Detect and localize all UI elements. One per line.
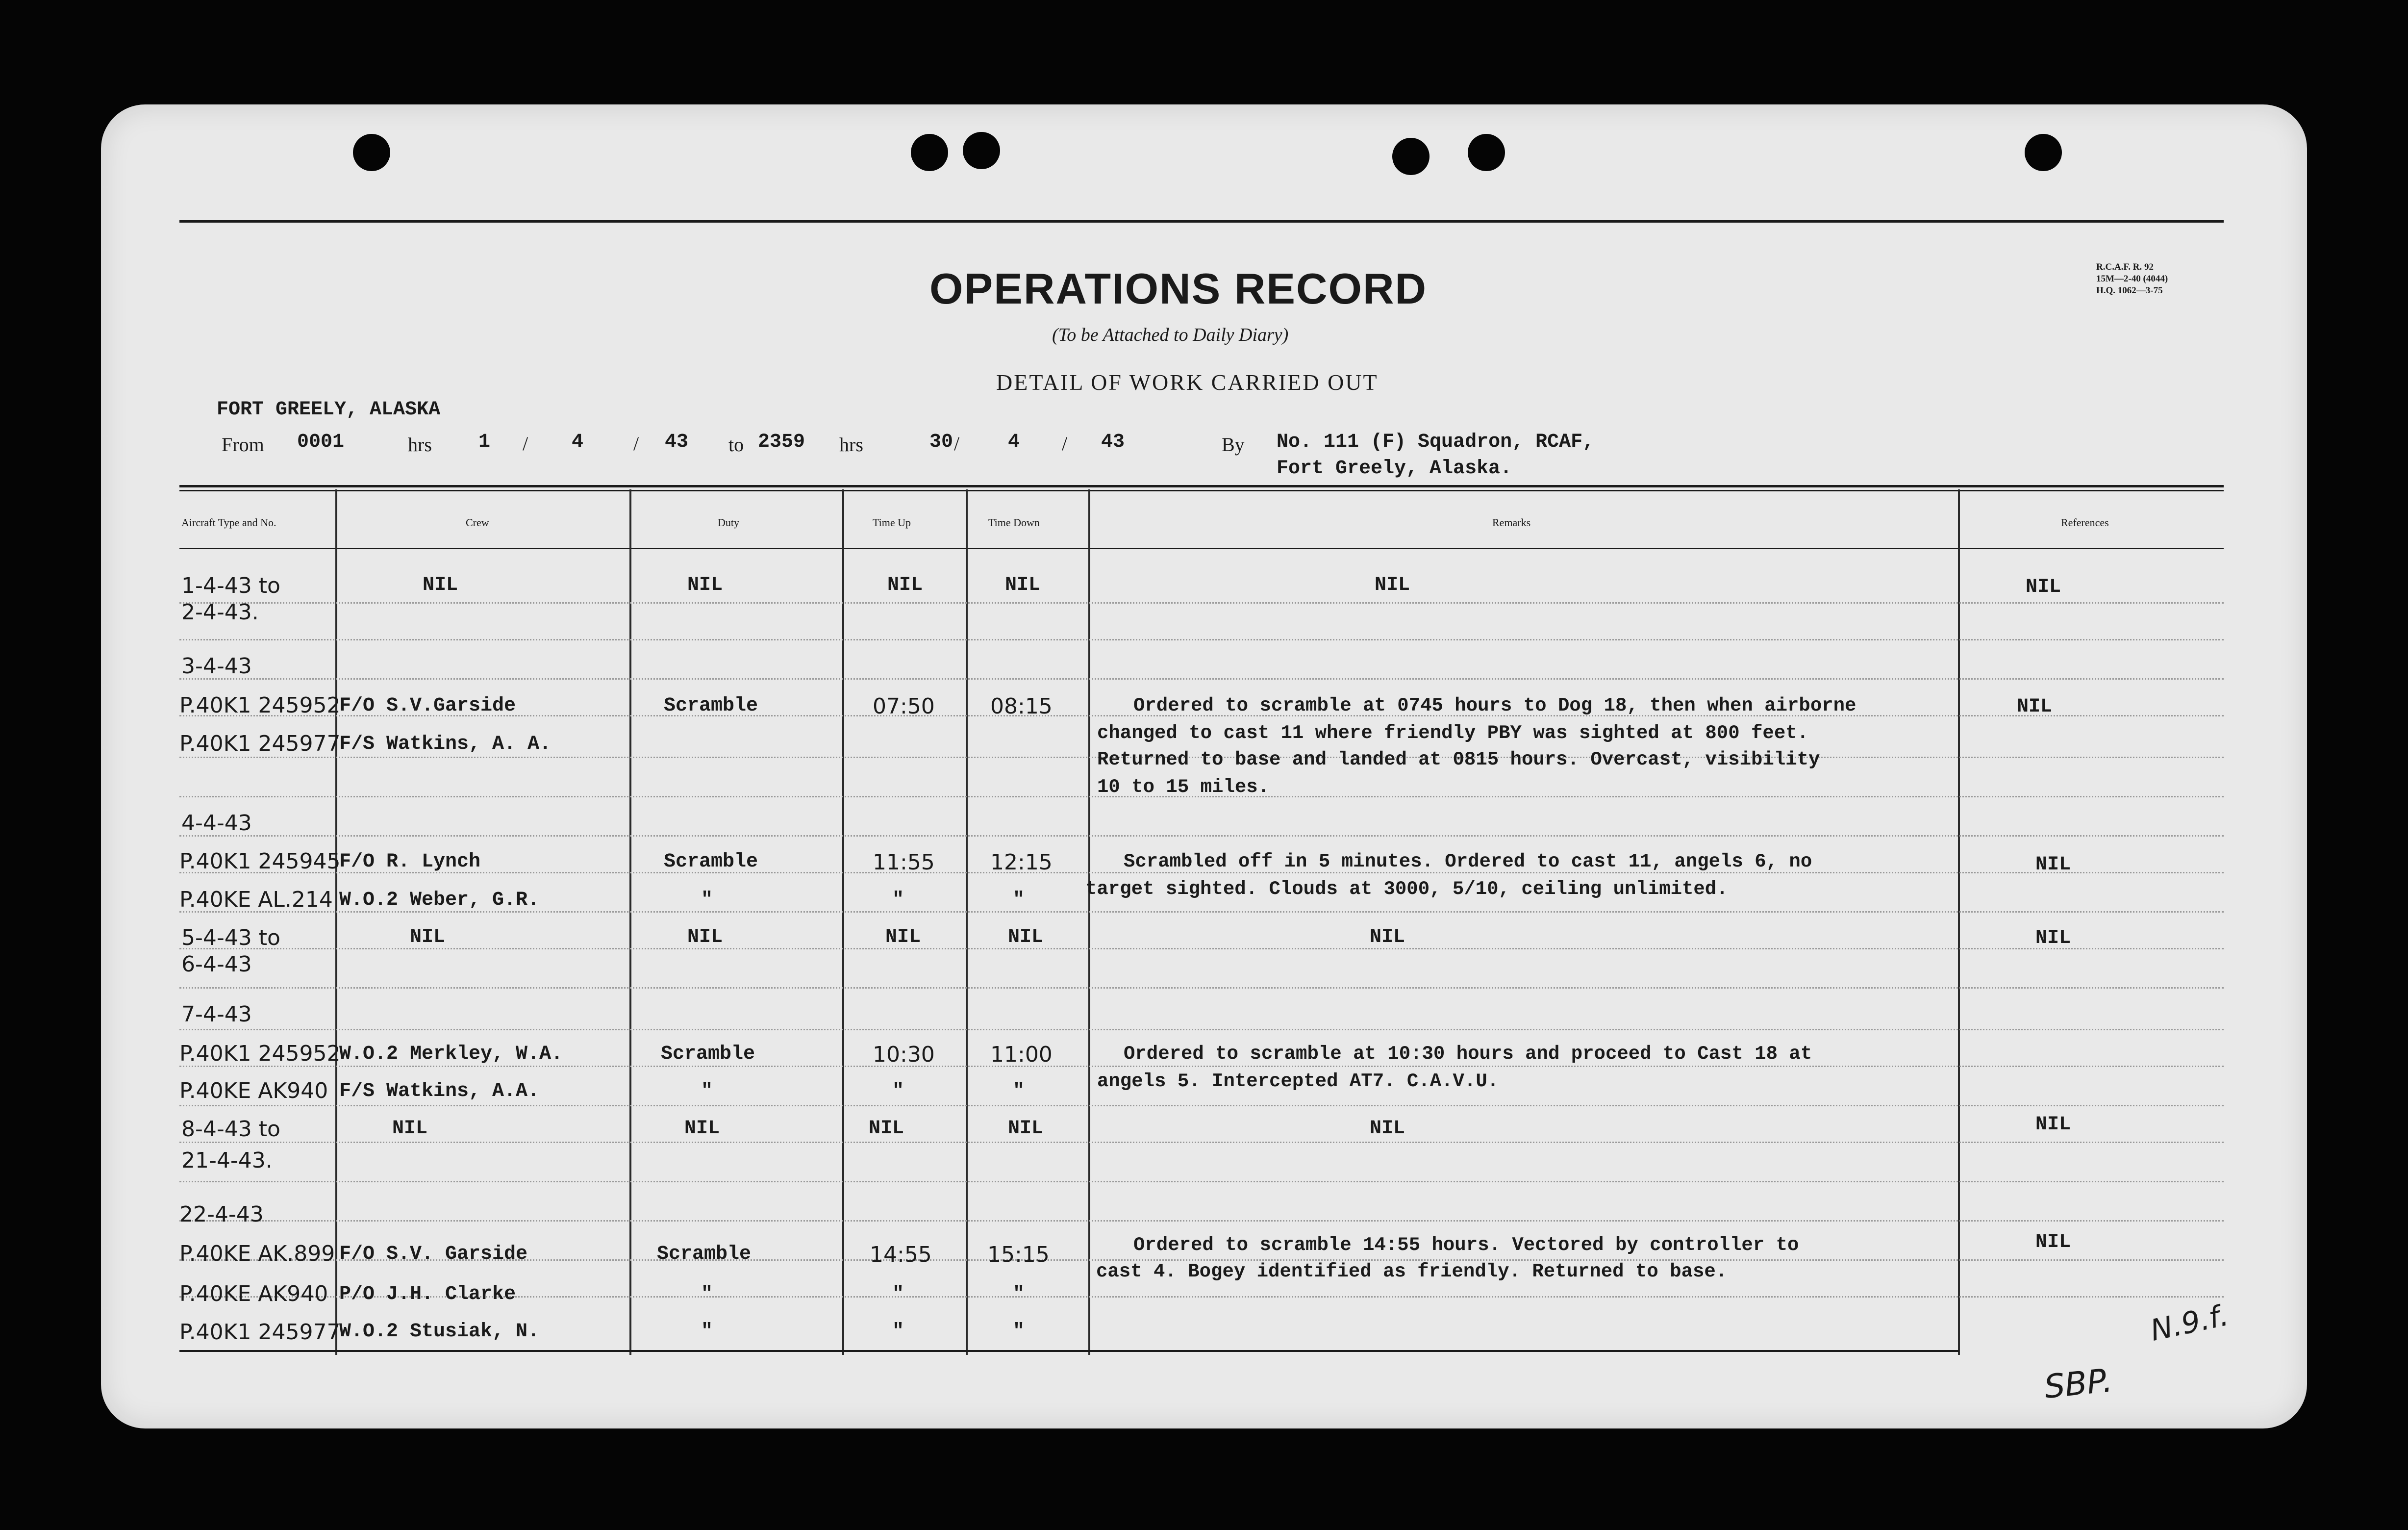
remarks-cell: changed to cast 11 where friendly PBY was sighted at 800 feet. — [1097, 722, 1809, 744]
row-guide — [179, 911, 2224, 913]
aircraft-cell: 7-4-43 — [181, 1002, 252, 1027]
table-top-rule — [179, 490, 2224, 491]
duty-cell: " — [701, 1321, 713, 1343]
punch-hole — [1468, 134, 1505, 171]
duty-cell: Scramble — [657, 1243, 752, 1265]
col-references: References — [2061, 516, 2109, 529]
time-down-cell: NIL — [1008, 926, 1044, 948]
remarks-cell: NIL — [1370, 1118, 1405, 1140]
punch-hole — [353, 134, 390, 171]
row-guide — [179, 639, 2224, 640]
row-guide — [179, 1181, 2224, 1182]
reference-cell: NIL — [2035, 854, 2071, 876]
aircraft-cell: 8-4-43 to — [181, 1117, 280, 1142]
crew-cell: NIL — [392, 1118, 428, 1140]
handwritten-initials: SBP. — [2042, 1361, 2114, 1406]
time-down-cell: " — [1013, 1080, 1025, 1102]
col-aircraft: Aircraft Type and No. — [181, 516, 276, 529]
column-divider — [1958, 489, 1960, 1355]
col-duty: Duty — [718, 516, 739, 529]
time-up-cell: 07:50 — [873, 694, 935, 719]
from-label: From — [222, 434, 264, 456]
remarks-cell: Ordered to scramble at 0745 hours to Dog 18, then when airborne — [1133, 695, 1856, 716]
time-down-cell: " — [1013, 1283, 1025, 1305]
aircraft-cell: 6-4-43 — [181, 952, 252, 977]
crew-cell: F/O S.V. Garside — [339, 1243, 528, 1265]
time-up-cell: " — [892, 889, 904, 911]
duty-cell: Scramble — [664, 695, 758, 717]
reference-cell: NIL — [2035, 927, 2071, 949]
slash: / — [633, 433, 639, 455]
column-divider — [335, 489, 337, 1355]
from-day: 1 — [478, 431, 491, 453]
form-title: OPERATIONS RECORD — [929, 264, 1428, 313]
reference-cell: NIL — [2035, 1114, 2071, 1136]
slash: / — [954, 433, 960, 455]
slash: / — [523, 433, 528, 455]
punch-hole — [2025, 134, 2062, 171]
row-guide — [179, 835, 2224, 837]
time-up-cell: 10:30 — [873, 1042, 935, 1067]
row-guide — [179, 1220, 2224, 1222]
reference-cell: NIL — [2035, 1231, 2071, 1253]
remarks-cell: Ordered to scramble 14:55 hours. Vectored by controller to — [1133, 1234, 1799, 1256]
time-up-cell: 14:55 — [870, 1242, 932, 1267]
hrs-label: hrs — [408, 434, 432, 456]
time-down-cell: 11:00 — [990, 1042, 1053, 1067]
to-time: 2359 — [758, 431, 805, 453]
duty-cell: NIL — [684, 1118, 720, 1140]
time-down-cell: NIL — [1005, 574, 1041, 596]
aircraft-cell: 3-4-43 — [181, 654, 252, 679]
aircraft-cell: 22-4-43 — [179, 1202, 264, 1227]
form-number — [2096, 261, 2168, 297]
remarks-cell: Scrambled off in 5 minutes. Ordered to cast 11, angels 6, no — [1124, 851, 1812, 872]
crew-cell: F/O S.V.Garside — [339, 695, 516, 717]
aircraft-cell: P.40KE AL.214 — [179, 887, 333, 912]
col-crew: Crew — [466, 516, 489, 529]
remarks-cell: NIL — [1375, 574, 1410, 596]
form-number-line: 15M—2-40 (4044) — [2096, 274, 2168, 284]
crew-cell: W.O.2 Merkley, W.A. — [339, 1043, 563, 1065]
unit-line1: No. 111 (F) Squadron, RCAF, — [1277, 431, 1595, 453]
to-label: to — [728, 434, 744, 456]
to-month: 4 — [1008, 431, 1020, 453]
time-down-cell: " — [1013, 1321, 1025, 1343]
aircraft-cell: 5-4-43 to — [181, 925, 280, 950]
location: FORT GREELY, ALASKA — [217, 399, 441, 421]
table-top-rule — [179, 485, 2224, 487]
crew-cell: F/O R. Lynch — [339, 851, 481, 873]
time-down-cell: 12:15 — [990, 850, 1053, 875]
time-up-cell: " — [892, 1321, 904, 1343]
punch-hole — [963, 132, 1000, 169]
duty-cell: NIL — [687, 926, 723, 948]
form-number-line: H.Q. 1062—3-75 — [2096, 285, 2163, 296]
from-month: 4 — [572, 431, 584, 453]
time-down-cell: 08:15 — [990, 694, 1053, 719]
row-guide — [179, 1029, 2224, 1030]
time-up-cell: NIL — [887, 574, 923, 596]
remarks-cell: 10 to 15 miles. — [1097, 776, 1270, 798]
crew-cell: F/S Watkins, A. A. — [339, 733, 552, 755]
duty-cell: " — [701, 889, 713, 911]
row-guide — [179, 948, 2224, 949]
record-card — [101, 104, 2307, 1428]
remarks-cell: angels 5. Intercepted AT7. C.A.V.U. — [1097, 1071, 1499, 1092]
duty-cell: NIL — [687, 574, 723, 596]
aircraft-cell: P.40K1 245945 — [179, 849, 341, 874]
aircraft-cell: P.40KE AK.899 — [179, 1241, 335, 1266]
duty-cell: Scramble — [661, 1043, 755, 1065]
table-bottom-rule — [179, 1350, 1959, 1352]
row-guide — [179, 1066, 2224, 1067]
aircraft-cell: P.40K1 245952 — [179, 693, 341, 718]
section-heading: DETAIL OF WORK CARRIED OUT — [996, 370, 1379, 395]
time-down-cell: 15:15 — [987, 1242, 1050, 1267]
crew-cell: W.O.2 Weber, G.R. — [339, 889, 540, 911]
aircraft-cell: P.40K1 245977 — [179, 1320, 341, 1345]
reference-cell: NIL — [2017, 696, 2053, 718]
time-up-cell: " — [892, 1080, 904, 1102]
column-divider — [629, 489, 631, 1355]
remarks-cell: NIL — [1370, 926, 1405, 948]
aircraft-cell: P.40KE AK940 — [179, 1078, 328, 1103]
aircraft-cell: 21-4-43. — [181, 1148, 273, 1173]
punch-hole — [911, 134, 948, 171]
aircraft-cell: 1-4-43 to — [181, 573, 280, 598]
time-down-cell: " — [1013, 889, 1025, 911]
crew-cell: P/O J.H. Clarke — [339, 1283, 516, 1305]
aircraft-cell: P.40K1 245952 — [179, 1041, 341, 1066]
header-rule — [179, 548, 2224, 549]
form-subtitle: (To be Attached to Daily Diary) — [1052, 325, 1289, 345]
column-divider — [966, 489, 968, 1355]
handwritten-initials: N.9.f. — [2147, 1298, 2232, 1348]
unit-line2: Fort Greely, Alaska. — [1277, 458, 1512, 480]
col-time-down: Time Down — [988, 516, 1040, 529]
remarks-cell: Returned to base and landed at 0815 hours. Overcast, visibility — [1097, 749, 1820, 770]
time-up-cell: " — [892, 1283, 904, 1305]
row-guide — [179, 678, 2224, 680]
row-guide — [179, 1142, 2224, 1143]
remarks-cell: Ordered to scramble at 10:30 hours and proceed to Cast 18 at — [1124, 1043, 1812, 1065]
duty-cell: " — [701, 1080, 713, 1102]
time-down-cell: NIL — [1008, 1118, 1044, 1140]
row-guide — [179, 987, 2224, 989]
time-up-cell: NIL — [885, 926, 921, 948]
by-label: By — [1222, 434, 1245, 456]
top-rule — [179, 220, 2224, 223]
aircraft-cell: P.40KE AK940 — [179, 1281, 328, 1306]
form-number-line: R.C.A.F. R. 92 — [2096, 262, 2154, 272]
duty-cell: Scramble — [664, 851, 758, 873]
reference-cell: NIL — [2026, 576, 2061, 598]
crew-cell: W.O.2 Stusiak, N. — [339, 1321, 540, 1343]
to-day: 30 — [929, 431, 953, 453]
column-divider — [842, 489, 844, 1355]
aircraft-cell: P.40K1 245977 — [179, 731, 341, 756]
time-up-cell: 11:55 — [873, 850, 935, 875]
aircraft-cell: 4-4-43 — [181, 811, 252, 836]
punch-hole — [1392, 138, 1430, 175]
row-guide — [179, 1105, 2224, 1106]
crew-cell: NIL — [423, 574, 458, 596]
column-divider — [1088, 489, 1090, 1355]
remarks-cell: cast 4. Bogey identified as friendly. Returned to base. — [1096, 1261, 1728, 1282]
time-up-cell: NIL — [869, 1118, 904, 1140]
to-year: 43 — [1101, 431, 1125, 453]
crew-cell: NIL — [410, 926, 446, 948]
aircraft-cell: 2-4-43. — [181, 600, 259, 625]
crew-cell: F/S Watkins, A.A. — [339, 1080, 540, 1102]
duty-cell: " — [701, 1283, 713, 1305]
col-time-up: Time Up — [873, 516, 911, 529]
from-year: 43 — [665, 431, 689, 453]
slash: / — [1062, 433, 1068, 455]
to-hrs-label: hrs — [839, 434, 863, 456]
from-time: 0001 — [297, 431, 345, 453]
remarks-cell: target sighted. Clouds at 3000, 5/10, ceiling unlimited. — [1085, 878, 1728, 900]
row-guide — [179, 602, 2224, 604]
col-remarks: Remarks — [1492, 516, 1531, 529]
